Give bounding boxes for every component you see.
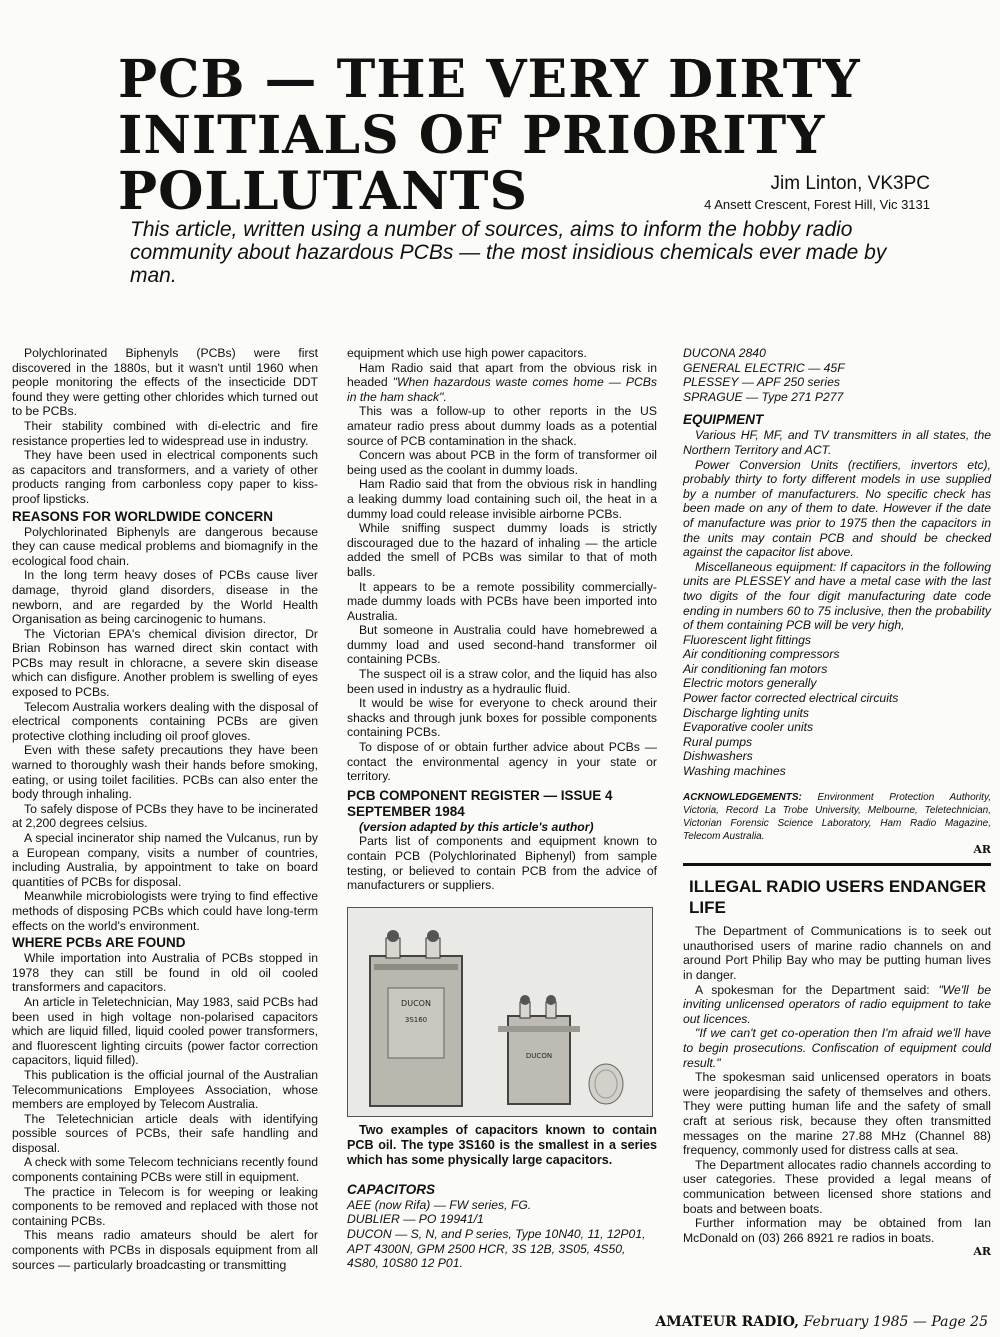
paragraph: But someone in Australia could have homebrewed a dummy load and used second-hand transformer oil containing PCBs. (347, 623, 657, 667)
section-heading: EQUIPMENT (683, 412, 764, 428)
quote: "We'll be inviting unlicensed operators of radio equipment to take out licences. (683, 982, 991, 1026)
paragraph: Various HF, MF, and TV transmitters in all states, the Northern Territory and ACT. (683, 428, 991, 457)
divider (683, 863, 991, 866)
page-footer (655, 1314, 988, 1330)
story-title: ILLEGAL RADIO USERS ENDANGER LIFE (689, 877, 987, 918)
paragraph: Parts list of components and equipment known to contain PCB (Polychlorinated Biphenyl) from sample testing, or believed to contain PCB from the advice of manufacturers or suppliers. (347, 834, 657, 893)
paragraph: The practice in Telecom is for weeping or leaking components to be removed and replaced with those not containing PCBs. (12, 1184, 318, 1228)
register-subtitle: (version adapted by this article's author) (359, 819, 594, 834)
author-address: 4 Ansett Crescent, Forest Hill, Vic 3131 (704, 197, 930, 212)
list-item: Dishwashers (683, 749, 753, 764)
acknowledgements-label: ACKNOWLEDGEMENTS: (683, 791, 802, 803)
small-capacitor-label: DUCON (525, 1051, 553, 1060)
paragraph: Meanwhile microbiologists were trying to find effective methods of disposing PCBs which could have long-term effects on the world's environment. (12, 889, 318, 933)
paragraph: To dispose of or obtain further advice about PCBs — contact the environmental agency in your state or territory. (347, 740, 657, 784)
title-line-3: POLLUTANTS (118, 161, 529, 222)
paragraph: This publication is the official journal of the Australian Telecommunications Employees Association, whose members are employed by Telecom Australia. (12, 1067, 318, 1112)
paragraph: Polychlorinated Biphenyls (PCBs) were first discovered in the 1880s, but it wasn't until 1960 when people monitoring the effects of the insecticide DDT found they were getting other chlorides which turned out to be PCBs. (12, 346, 318, 419)
text: A spokesman for the Department said: (695, 982, 939, 997)
paragraph: The Teletechnician article deals with identifying possible sources of PCBs, their safe handling and disposal. (12, 1111, 318, 1155)
list-item: Fluorescent light fittings (683, 632, 812, 647)
page-number: — Page 25 (908, 1314, 988, 1330)
list-item: Washing machines (683, 764, 786, 779)
column-2 (347, 346, 657, 1271)
paragraph: The suspect oil is a straw color, and the liquid has also been used in industry as a hydraulic fluid. (347, 667, 657, 696)
end-mark: AR (973, 842, 991, 856)
paragraph: The spokesman said unlicensed operators in boats were jeopardising the safety of themselves and others. They were putting human life and the safety of small craft at serious risk, because they often transmitted messages on the marine 27.88 MHz (Channel 88) frequency, commonly used for distress calls at sea. (683, 1070, 991, 1158)
paragraph: They have been used in electrical components such as capacitors and transformers, and a variety of other products ranging from carbonless copy paper to kiss-proof lipsticks. (12, 448, 318, 506)
paragraph: Ham Radio said that from the obvious risk in handling a leaking dummy load containing such oil, the heat in a dummy load could release invisible airborne PCBs. (347, 477, 657, 521)
list-item: DUCONA 2840 (683, 346, 766, 360)
quoted-headline: "When hazardous waste comes home — PCBs in the ham shack". (347, 375, 657, 404)
paragraph: A check with some Telecom technicians recently found components containing PCBs were still in equipment. (12, 1155, 318, 1185)
section-heading: CAPACITORS (347, 1181, 436, 1197)
list-item: PLESSEY — APF 250 series (683, 375, 840, 390)
list-item: Electric motors generally (683, 676, 817, 691)
paragraph (683, 983, 991, 1027)
paragraph: Further information may be obtained from Ian McDonald on (03) 266 8921 re radios in boats. (683, 1216, 991, 1245)
paragraph: To safely dispose of PCBs they have to be incinerated at 2,200 degrees celsius. (12, 801, 318, 831)
paragraph: The Department of Communications is to seek out unauthorised users of marine radio channels on and around Port Philip Bay who may be putting human lives in danger. (683, 924, 991, 982)
big-capacitor-label: DUCON (401, 998, 431, 1008)
paragraph: The Victorian EPA's chemical division director, Dr Brian Robinson has warned direct skin contact with PCBs may result in chloracne, a severe skin disease which can disfigure. Another problem is swelling of eyes exposed to PCBs. (12, 626, 318, 700)
paragraph (347, 361, 657, 405)
paragraph: While sniffing suspect dummy loads is strictly discouraged due to the hazard of inhaling — the article added the smell of PCBs was similar to that of moth balls. (347, 521, 657, 579)
paragraph: Polychlorinated Biphenyls are dangerous because they can cause medical problems and biomagnify in the ecological food chain. (12, 524, 318, 568)
list-item: Power factor corrected electrical circuits (683, 691, 899, 706)
acknowledgements (683, 791, 991, 843)
paragraph: While importation into Australia of PCBs stopped in 1978 they can still be found in old oil cooled transformers and capacitors. (12, 951, 318, 995)
end-mark: AR (973, 1245, 991, 1259)
section-heading: PCB COMPONENT REGISTER — ISSUE 4 SEPTEMBER 1984 (347, 787, 613, 819)
list-item: SPRAGUE — Type 271 P277 (683, 389, 844, 404)
section-heading: WHERE PCBs ARE FOUND (12, 935, 186, 951)
paragraph: In the long term heavy doses of PCBs cause liver damage, thyroid gland disorders, disease in the newborn, and are regarded by the World Health Organisation as being carcinogenic to humans. (12, 568, 318, 627)
capacitor-photo (347, 907, 653, 1117)
capacitor-illustration (348, 908, 652, 1116)
list-item: Air conditioning compressors (683, 647, 840, 662)
big-capacitor-label-type: 3S160 (404, 1015, 428, 1024)
author-name: Jim Linton, VK3PC (770, 173, 930, 194)
title-line-1: PCB — THE VERY DIRTY (118, 49, 861, 110)
list-item: Rural pumps (683, 734, 753, 749)
list-item: Discharge lighting units (683, 705, 810, 720)
issue-date: February 1985 (799, 1314, 909, 1330)
column-1 (12, 346, 318, 1272)
paragraph: equipment which use high power capacitors. (347, 346, 587, 360)
author-block (704, 172, 930, 214)
acknowledgements-text: Environment Protection Authority, Victoria, Record La Trobe University, Melbourne, Teletechnician, Victorian Forensic Science Laboratory, Ham Radio Magazine, Telecom Australia. (683, 791, 991, 842)
paragraph: Even with these safety precautions they have been warned to thoroughly wash their hands before smoking, eating, or using toilet facilities. PCBs can also enter the body through inhaling. (12, 743, 318, 802)
list-item: DUCON — S, N, and P series, Type 10N40, 11, 12P01, APT 4300N, GPM 2500 HCR, 3S 12B, 3S05, 4S50, 4S80, 10S80 12 P01. (347, 1226, 646, 1271)
list-item: Evaporative cooler units (683, 720, 814, 735)
paragraph: The Department allocates radio channels according to user categories. These provided a legal means of communication between licensed shore stations and boats and between boats. (683, 1157, 991, 1216)
list-item: Air conditioning fan motors (683, 661, 828, 676)
paragraph: It appears to be a remote possibility commercially-made dummy loads with PCBs have been imported into Australia. (347, 579, 657, 623)
article-intro: This article, written using a number of sources, aims to inform the hobby radio community about hazardous PCBs — the most insidious chemicals ever made by man. (130, 218, 887, 287)
paragraph: It would be wise for everyone to check around their shacks and through junk boxes for possible components containing PCBs. (347, 696, 657, 740)
section-heading: REASONS FOR WORLDWIDE CONCERN (12, 508, 273, 524)
paragraph: Their stability combined with di-electric and fire resistance properties led to widespread use in industry. (12, 418, 318, 448)
title-line-2: INITIALS OF PRIORITY (118, 105, 826, 166)
column-3 (683, 346, 991, 1260)
paragraph: Miscellaneous equipment: If capacitors in the following units are PLESSEY and have a metal case with the last two digits of the four digit manufacturing date code ending in numbers 60 to 75 inclusive, then the probability of them containing PCB will be very high, (683, 559, 991, 633)
paragraph: This was a follow-up to other reports in the US amateur radio press about dummy loads as a potential source of PCB contamination in the shack. (347, 404, 657, 448)
text: Ham Radio said that apart from the obvious risk in headed (347, 360, 657, 390)
quote: "If we can't get co-operation then I'm afraid we'll have to begin prosecutions. Confiscation of equipment could result." (683, 1026, 991, 1070)
paragraph: Power Conversion Units (rectifiers, invertors etc), probably thirty to forty different models in use supplied by a number of manufacturers. No specific check has been made on any of them to date. However if the date of manufacture was prior to 1975 then the capacitors in the units may contain PCB and should be checked against the capacitor list above. (683, 457, 991, 560)
paragraph: An article in Teletechnician, May 1983, said PCBs had been used in high voltage non-polarised capacitors which are liquid filled, liquid cooled power transformers, and fluorescent lighting circuits (power factor correction capacitors, liquid filled). (12, 994, 318, 1068)
list-item: DUBLIER — PO 19941/1 (347, 1212, 484, 1227)
photo-caption: Two examples of capacitors known to contain PCB oil. The type 3S160 is the smallest in a series which has some physically large capacitors. (347, 1122, 657, 1167)
paragraph: Concern was about PCB in the form of transformer oil being used as the coolant in dummy loads. (347, 448, 657, 477)
paragraph: A special incinerator ship named the Vulcanus, run by a European company, visits a number of countries, including Australia, by appointment to take on board quantities of PCBs for disposal. (12, 831, 318, 889)
list-item: AEE (now Rifa) — FW series, FG. (347, 1197, 532, 1212)
paragraph: This means radio amateurs should be alert for components with PCBs in disposals equipment from all sources — particularly broadcasting or transmitting (12, 1228, 318, 1272)
magazine-name: AMATEUR RADIO, (655, 1314, 800, 1330)
paragraph: Telecom Australia workers dealing with the disposal of electrical components containing PCBs are given protective clothing including oil proof gloves. (12, 699, 318, 743)
list-item: GENERAL ELECTRIC — 45F (683, 360, 845, 375)
